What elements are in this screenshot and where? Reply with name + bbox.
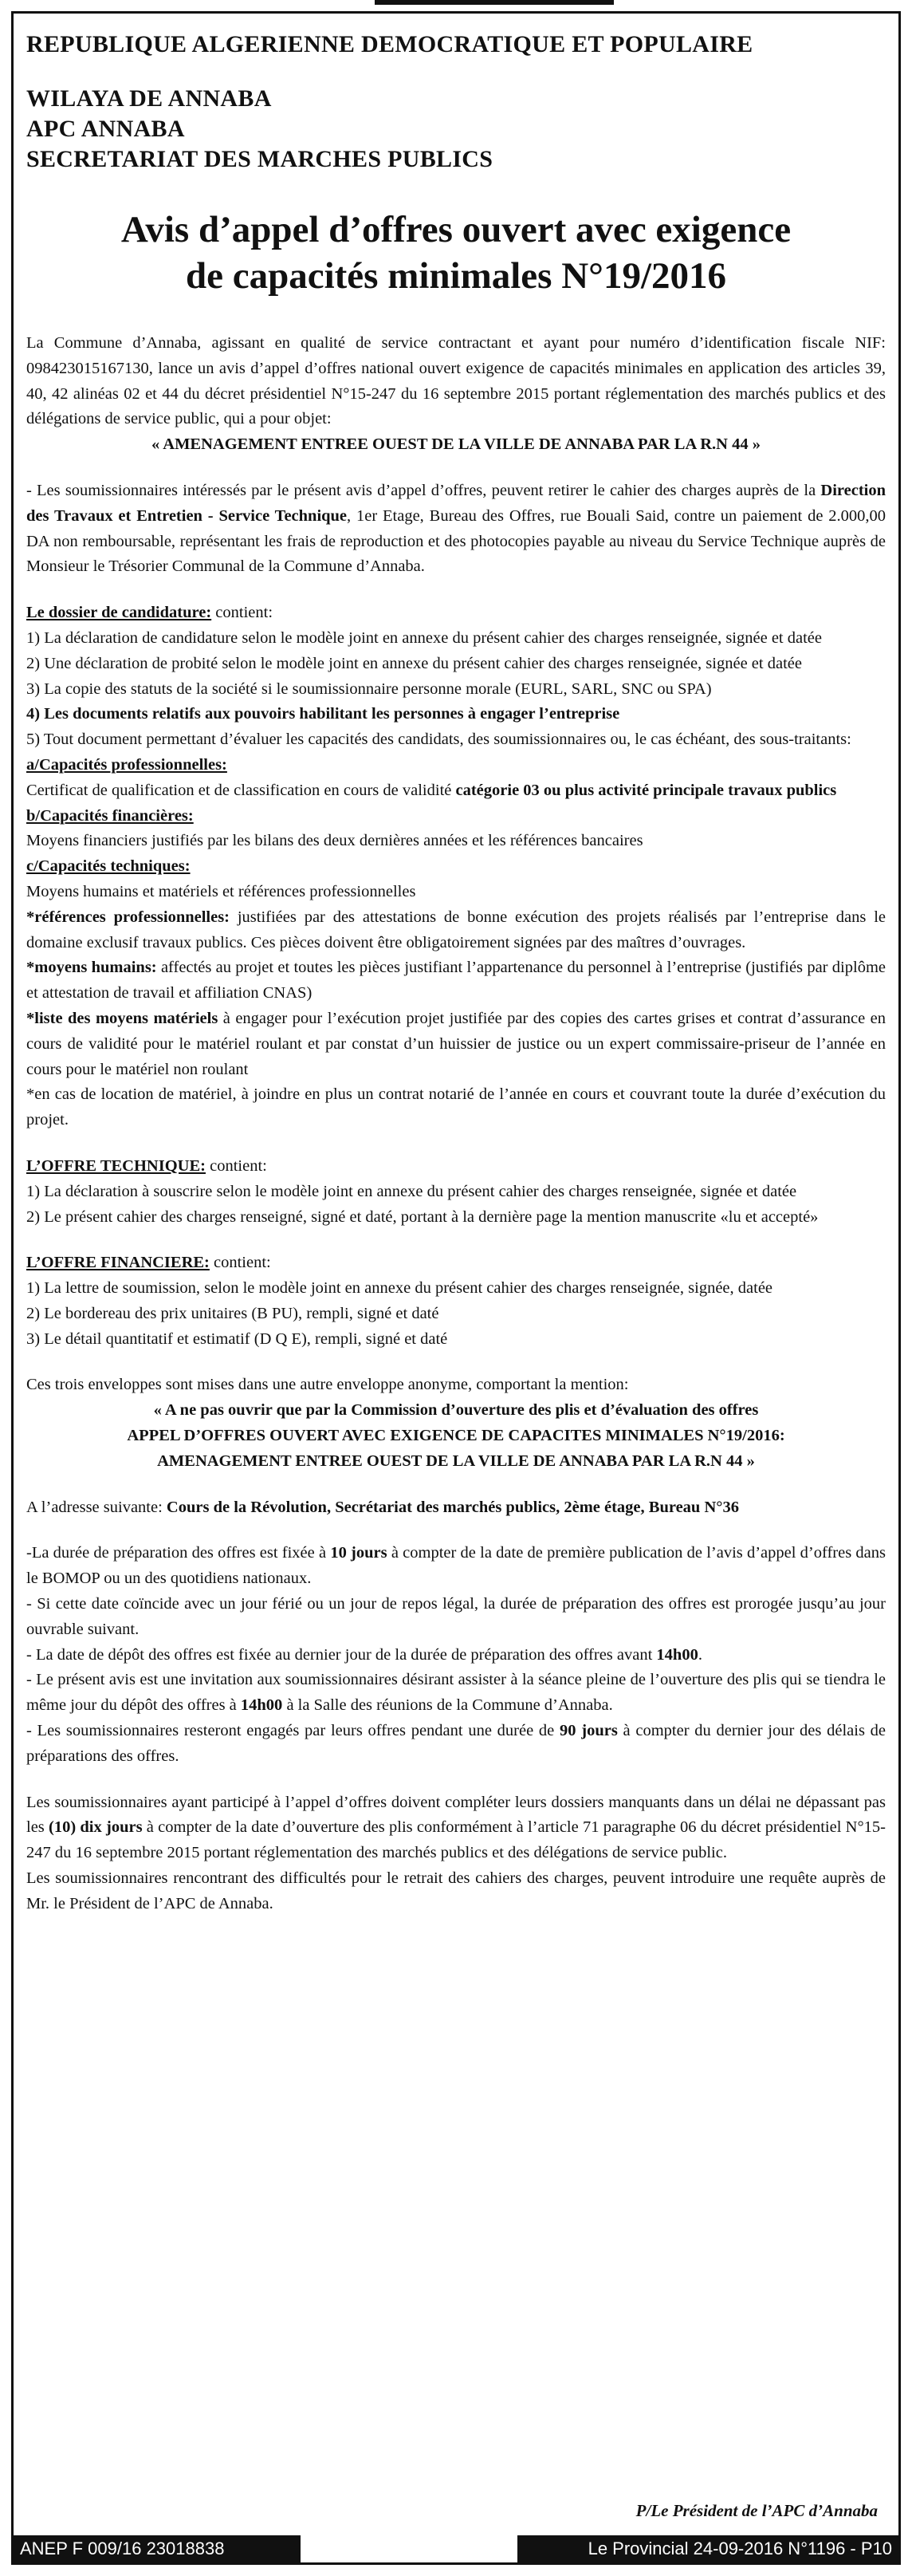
adresse-line: A l’adresse suivante: Cours de la Révolution, Secrétariat des marchés publics, 2ème étage, Bureau N°36 [26, 1498, 739, 1516]
tech-text: Moyens humains et matériels et références professionnelles [26, 882, 416, 900]
technique-heading: L’OFFRE TECHNIQUE: contient: [26, 1156, 267, 1175]
header-secretariat: SECRETARIAT DES MARCHES PUBLICS [26, 146, 493, 172]
enveloppe-line-2: APPEL D’OFFRES OUVERT AVEC EXIGENCE DE CAPACITES MINIMALES N°19/2016: [127, 1427, 785, 1445]
candidature-item: 2) Une déclaration de probité selon le modèle joint en annexe du présent cahier des charges renseignée, signée et datée [26, 654, 802, 672]
footer-publication: Le Provincial 24-09-2016 N°1196 - P10 [517, 2535, 898, 2562]
tech-heading: c/Capacités techniques: [26, 857, 191, 876]
technique-item: 2) Le présent cahier des charges renseigné, signé et daté, portant à la dernière page la mention manuscrite «lu et accepté» [26, 1207, 819, 1226]
footer-anep-ref: ANEP F 009/16 23018838 [14, 2535, 301, 2562]
delai-4: - Le présent avis est une invitation aux soumissionnaires désirant assister à la séance pleine de l’ouverture des plis qui se tiendra le même jour du dépôt des offres à 14h00 à la Salle des réunions de la Commune d’Annaba. [26, 1671, 886, 1715]
fin-text: Moyens financiers justifiés par les bilans des deux dernières années et les références bancaires [26, 832, 643, 850]
delai-5: - Les soumissionnaires resteront engagés par leurs offres pendant une durée de 90 jours à compter du dernier jour des délais de préparations des offres. [26, 1722, 886, 1765]
top-border-bar [375, 0, 614, 5]
financiere-item: 1) La lettre de soumission, selon le modèle joint en annexe du présent cahier des charges renseignée, signée, datée [26, 1279, 773, 1298]
intro-paragraph: La Commune d’Annaba, agissant en qualité de service contractant et ayant pour numéro d’identification fiscale NIF: 098423015167130, lance un avis d’appel d’offres national ouvert exigence de capacités minimales en application des articles 39, 40, 42 alinéas 02 et 44 du décret présidentiel N°15-247 du 16 septembre 2015 portant réglementation des marchés publics et des délégations de service public, qui a pour objet: [26, 334, 886, 428]
header-apc: APC ANNABA [26, 116, 185, 142]
candidature-heading: Le dossier de candidature: contient: [26, 604, 273, 622]
delai-1: -La durée de préparation des offres est fixée à 10 jours à compter de la date de première publication de l’avis d’appel d’offres dans le BOMOP ou un des quotidiens nationaux. [26, 1544, 886, 1588]
enveloppe-intro: Ces trois enveloppes sont mises dans une autre enveloppe anonyme, comportant la mention: [26, 1376, 629, 1394]
notice-content [26, 30, 886, 2527]
candidature-item: 3) La copie des statuts de la société si le soumissionnaire personne morale (EURL, SARL, SNC ou SPA) [26, 679, 712, 698]
candidature-item: 4) Les documents relatifs aux pouvoirs habilitant les personnes à engager l’entreprise [26, 705, 620, 723]
retrait-paragraph: - Les soumissionnaires intéressés par le présent avis d’appel d’offres, peuvent retirer le cahier des charges auprès de la Direction des Travaux et Entretien - Service Technique, 1er Etage, Bureau des Offres, rue Bouali Said, contre un paiement de 2.000,00 DA non remboursable, représentant les frais de reproduction et des photocopies payable au niveau du Service Technique auprès de Monsieur le Trésorier Communal de la Commune d’Annaba. [26, 481, 886, 576]
delai-3: - La date de dépôt des offres est fixée au dernier jour de la durée de préparation des offres avant 14h00. [26, 1645, 702, 1664]
candidature-item: 1) La déclaration de candidature selon le modèle joint en annexe du présent cahier des charges renseignée, signée et datée [26, 628, 822, 647]
header-republic: REPUBLIQUE ALGERIENNE DEMOCRATIQUE ET POPULAIRE [26, 31, 753, 57]
header-wilaya: WILAYA DE ANNABA [26, 85, 272, 112]
prof-text: Certificat de qualification et de classification en cours de validité catégorie 03 ou plus activité principale travaux publics [26, 781, 837, 799]
mat-text: *liste des moyens matériels à engager pour l’exécution projet justifiée par des copies des cartes grises et contrat d’assurance en cours de validité pour le matériel roulant et par constat d’un huissier de justice ou un expert commissaire-priseur de l’année en cours pour le matériel non roulant [26, 1009, 886, 1078]
notice-title [26, 207, 886, 299]
technique-item: 1) La déclaration à souscrire selon le modèle joint en annexe du présent cahier des charges renseignée, signée et datée [26, 1182, 797, 1200]
title-line-2: de capacités minimales N°19/2016 [185, 255, 727, 297]
financiere-heading: L’OFFRE FINANCIERE: contient: [26, 1254, 271, 1272]
final-2: Les soumissionnaires rencontrant des difficultés pour le retrait des cahiers des charges, peuvent introduire une requête auprès de Mr. le Président de l’APC de Annaba. [26, 1869, 886, 1912]
ref-text: *références professionnelles: justifiées par des attestations de bonne exécution des projets réalisés par l’entreprise dans le domaine exclusif travaux publics. Ces pièces doivent être obligatoirement signées par des maîtres d’ouvrages. [26, 908, 886, 951]
notice-frame [11, 11, 901, 2565]
financiere-item: 3) Le détail quantitatif et estimatif (D Q E), rempli, signé et daté [26, 1329, 448, 1348]
final-1: Les soumissionnaires ayant participé à l’appel d’offres doivent compléter leurs dossiers manquants dans un délai ne dépassant pas les (10) dix jours à compter de la date d’ouverture des plis conformément à l’article 71 paragraphe 06 du décret présidentiel N°15-247 du 16 septembre 2015 portant réglementation des marchés publics et des délégations de service public. [26, 1793, 886, 1862]
fin-heading: b/Capacités financières: [26, 806, 194, 825]
signature-line: P/Le Président de l’APC d’Annaba [635, 2501, 878, 2520]
object-line: « AMENAGEMENT ENTREE OUEST DE LA VILLE DE ANNABA PAR LA R.N 44 » [151, 435, 761, 454]
financiere-item: 2) Le bordereau des prix unitaires (B PU), rempli, signé et daté [26, 1304, 439, 1322]
delai-2: - Si cette date coïncide avec un jour férié ou un jour de repos légal, la durée de préparation des offres est prorogée jusqu’au jour ouvrable suivant. [26, 1595, 886, 1638]
loc-text: *en cas de location de matériel, à joindre en plus un contrat notarié de l’année en cours et couvrant toute la durée d’exécution du projet. [26, 1085, 886, 1129]
title-line-1: Avis d’appel d’offres ouvert avec exigence [120, 209, 792, 250]
hum-text: *moyens humains: affectés au projet et toutes les pièces justifiant l’appartenance du personnel à l’entreprise (justifiés par diplôme et attestation de travail et affiliation CNAS) [26, 959, 886, 1002]
candidature-item: 5) Tout document permettant d’évaluer les capacités des candidats, des soumissionnaires ou, le cas échéant, des sous-traitants: [26, 731, 851, 749]
enveloppe-line-1: « A ne pas ouvrir que par la Commission d’ouverture des plis et d’évaluation des offres [153, 1401, 759, 1420]
prof-heading: a/Capacités professionnelles: [26, 755, 227, 774]
enveloppe-line-3: AMENAGEMENT ENTREE OUEST DE LA VILLE DE ANNABA PAR LA R.N 44 » [157, 1451, 755, 1470]
notice-body [26, 331, 886, 1917]
